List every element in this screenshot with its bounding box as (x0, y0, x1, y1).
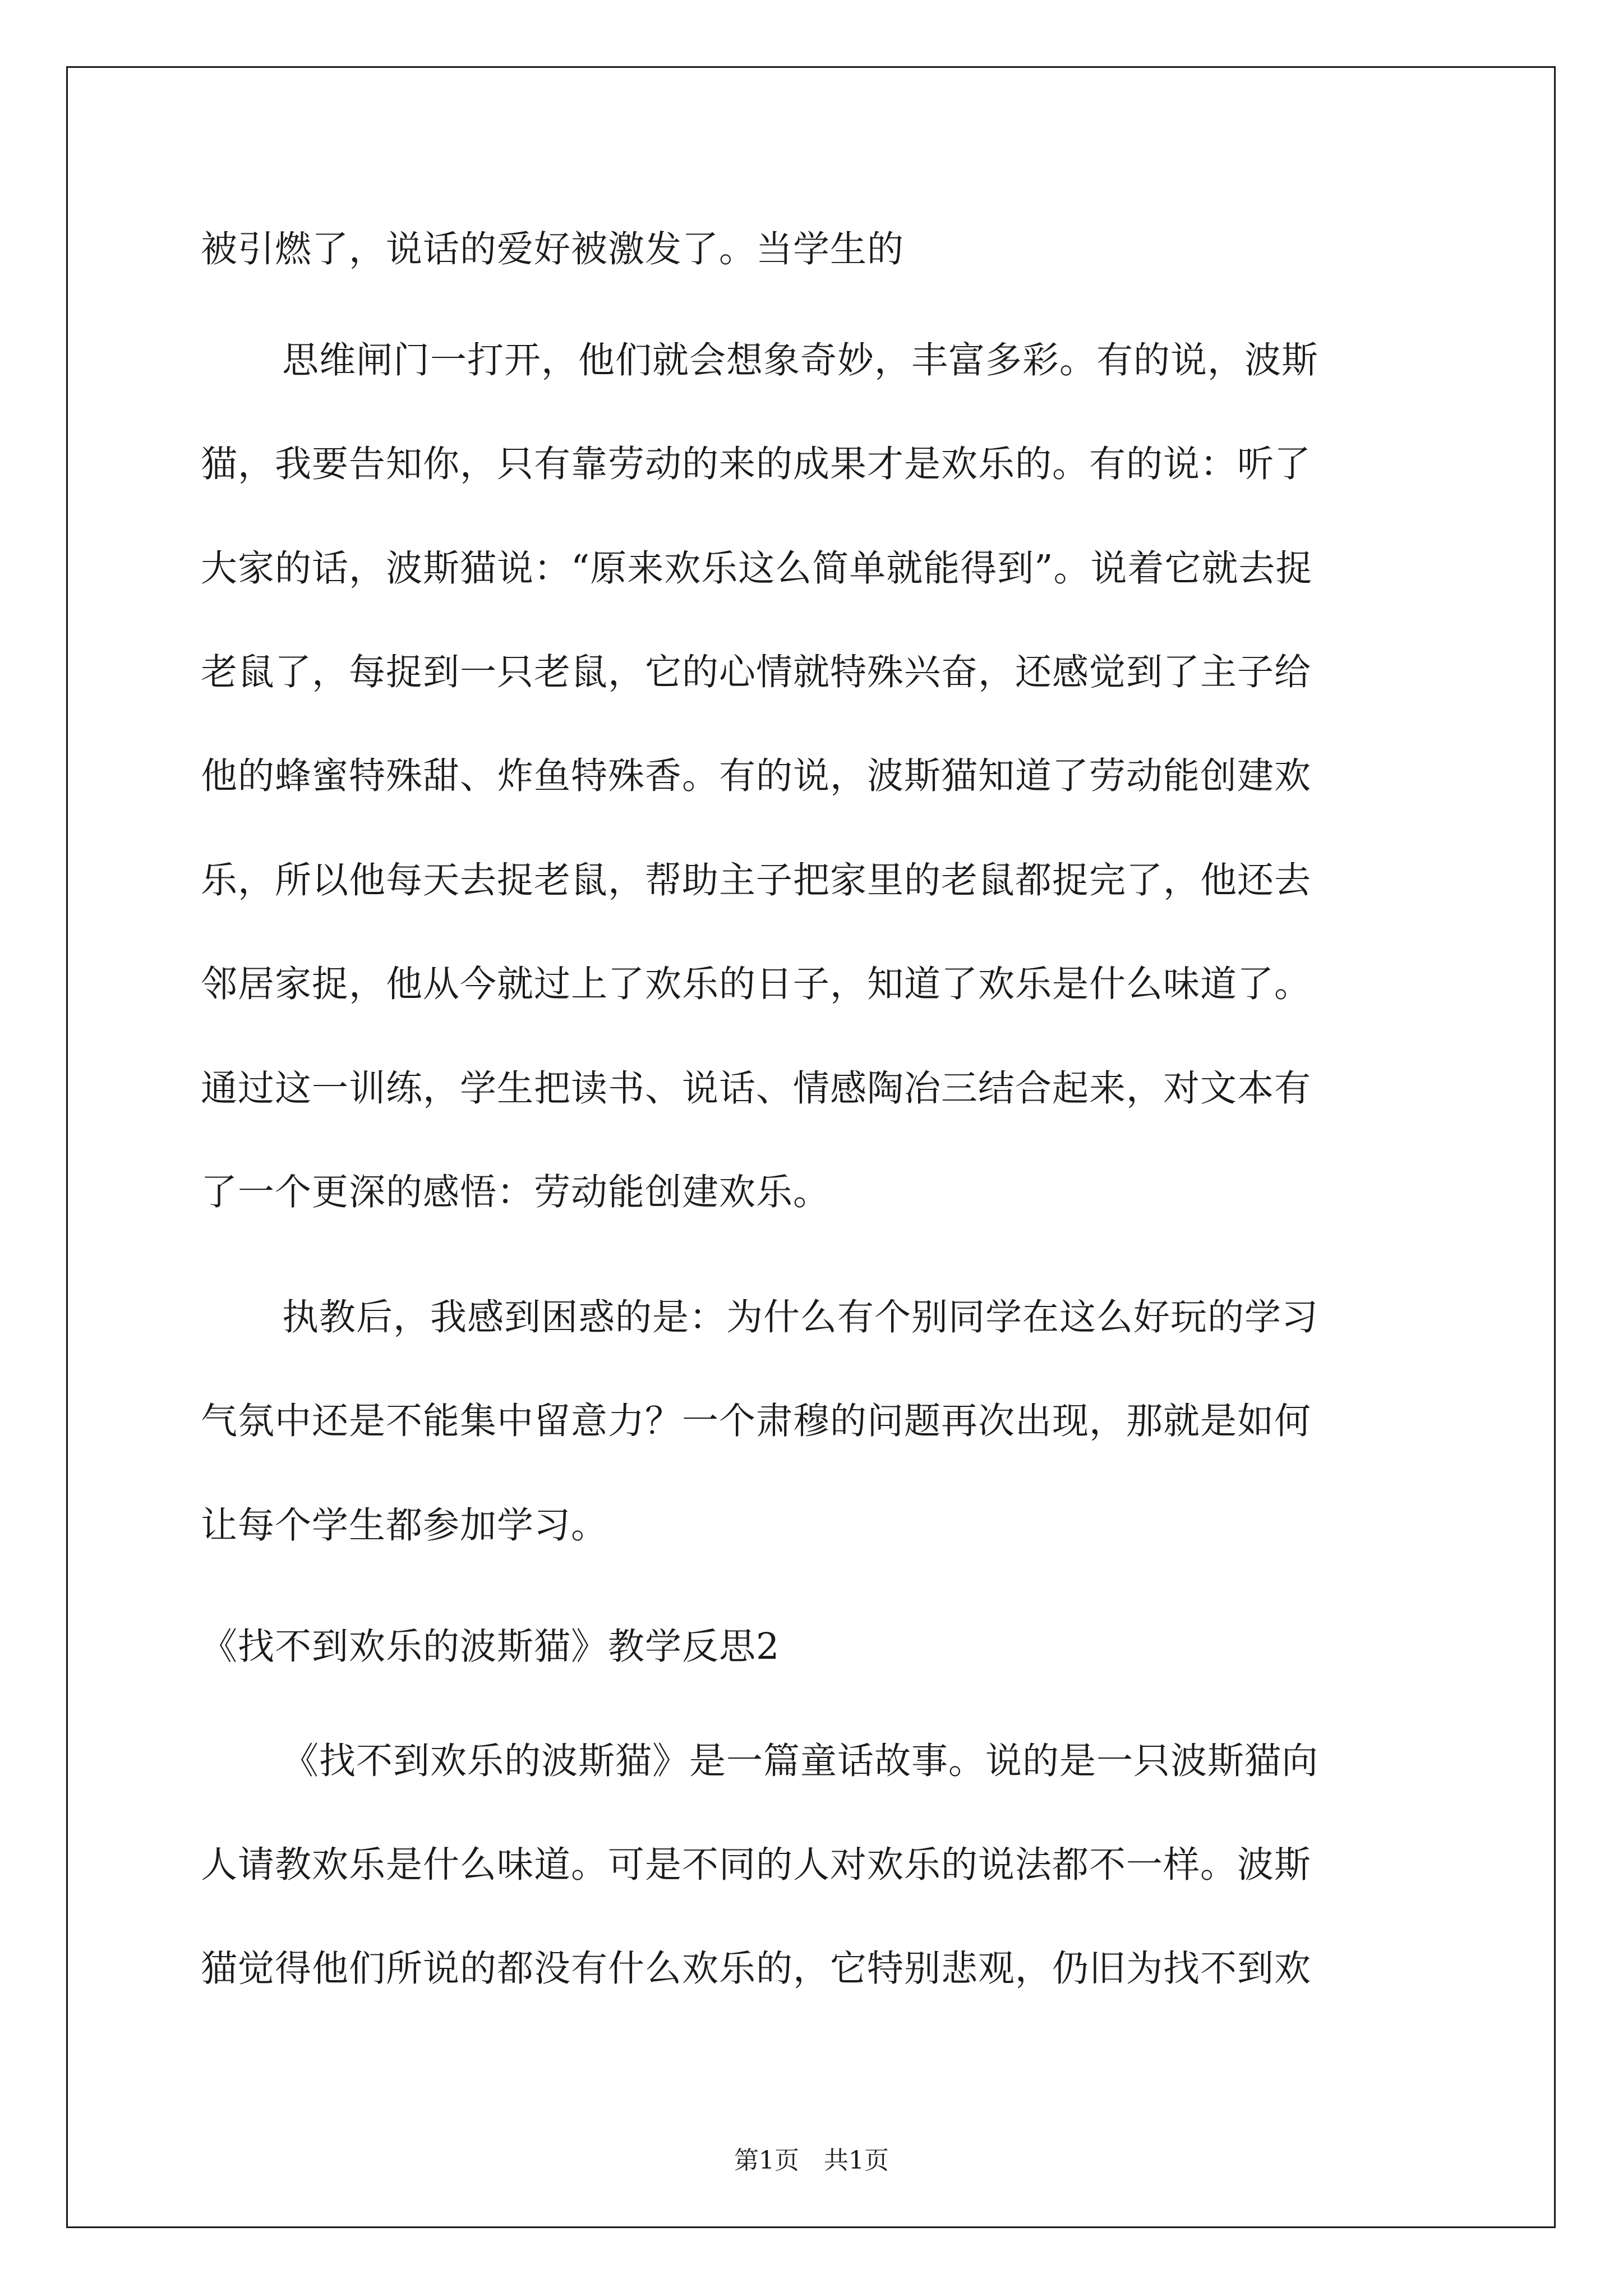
text-line-3: 猫，我要告知你，只有靠劳动的来的成果才是欢乐的。有的说：听了 (201, 443, 1312, 485)
text-line-6: 他的蜂蜜特殊甜、炸鱼特殊香。有的说，波斯猫知道了劳动能创建欢 (201, 755, 1312, 797)
text-line-10: 了一个更深的感悟：劳动能创建欢乐。 (201, 1171, 831, 1213)
text-line-17: 猫觉得他们所说的都没有什么欢乐的，它特别悲观，仍旧为找不到欢 (201, 1948, 1312, 1990)
text-line-1: 被引燃了，说话的爱好被激发了。当学生的 (201, 228, 905, 270)
text-line-12: 气氛中还是不能集中留意力？一个肃穆的问题再次出现，那就是如何 (201, 1400, 1312, 1442)
text-line-9: 通过这一训练，学生把读书、说话、情感陶冶三结合起来，对文本有 (201, 1068, 1312, 1110)
page-footer: 第1页 共1页 (734, 2146, 889, 2175)
text-line-5: 老鼠了，每捉到一只老鼠，它的心情就特殊兴奋，还感觉到了主子给 (201, 651, 1312, 693)
section-heading: 《找不到欢乐的波斯猫》教学反思2 (201, 1626, 780, 1668)
text-line-11: 执教后，我感到困惑的是：为什么有个别同学在这么好玩的学习 (282, 1296, 1319, 1338)
page-border (66, 66, 1556, 2228)
text-line-4: 大家的话，波斯猫说：“原来欢乐这么简单就能得到”。说着它就去捉 (201, 547, 1313, 590)
text-line-13: 让每个学生都参加学习。 (201, 1504, 608, 1547)
text-line-15: 《找不到欢乐的波斯猫》是一篇童话故事。说的是一只波斯猫向 (282, 1740, 1319, 1782)
text-line-8: 邻居家捉，他从今就过上了欢乐的日子，知道了欢乐是什么味道了。 (201, 963, 1312, 1005)
text-line-2: 思维闸门一打开，他们就会想象奇妙，丰富多彩。有的说，波斯 (282, 339, 1319, 381)
text-line-7: 乐，所以他每天去捉老鼠，帮助主子把家里的老鼠都捉完了，他还去 (201, 859, 1312, 901)
text-line-16: 人请教欢乐是什么味道。可是不同的人对欢乐的说法都不一样。波斯 (201, 1844, 1312, 1886)
